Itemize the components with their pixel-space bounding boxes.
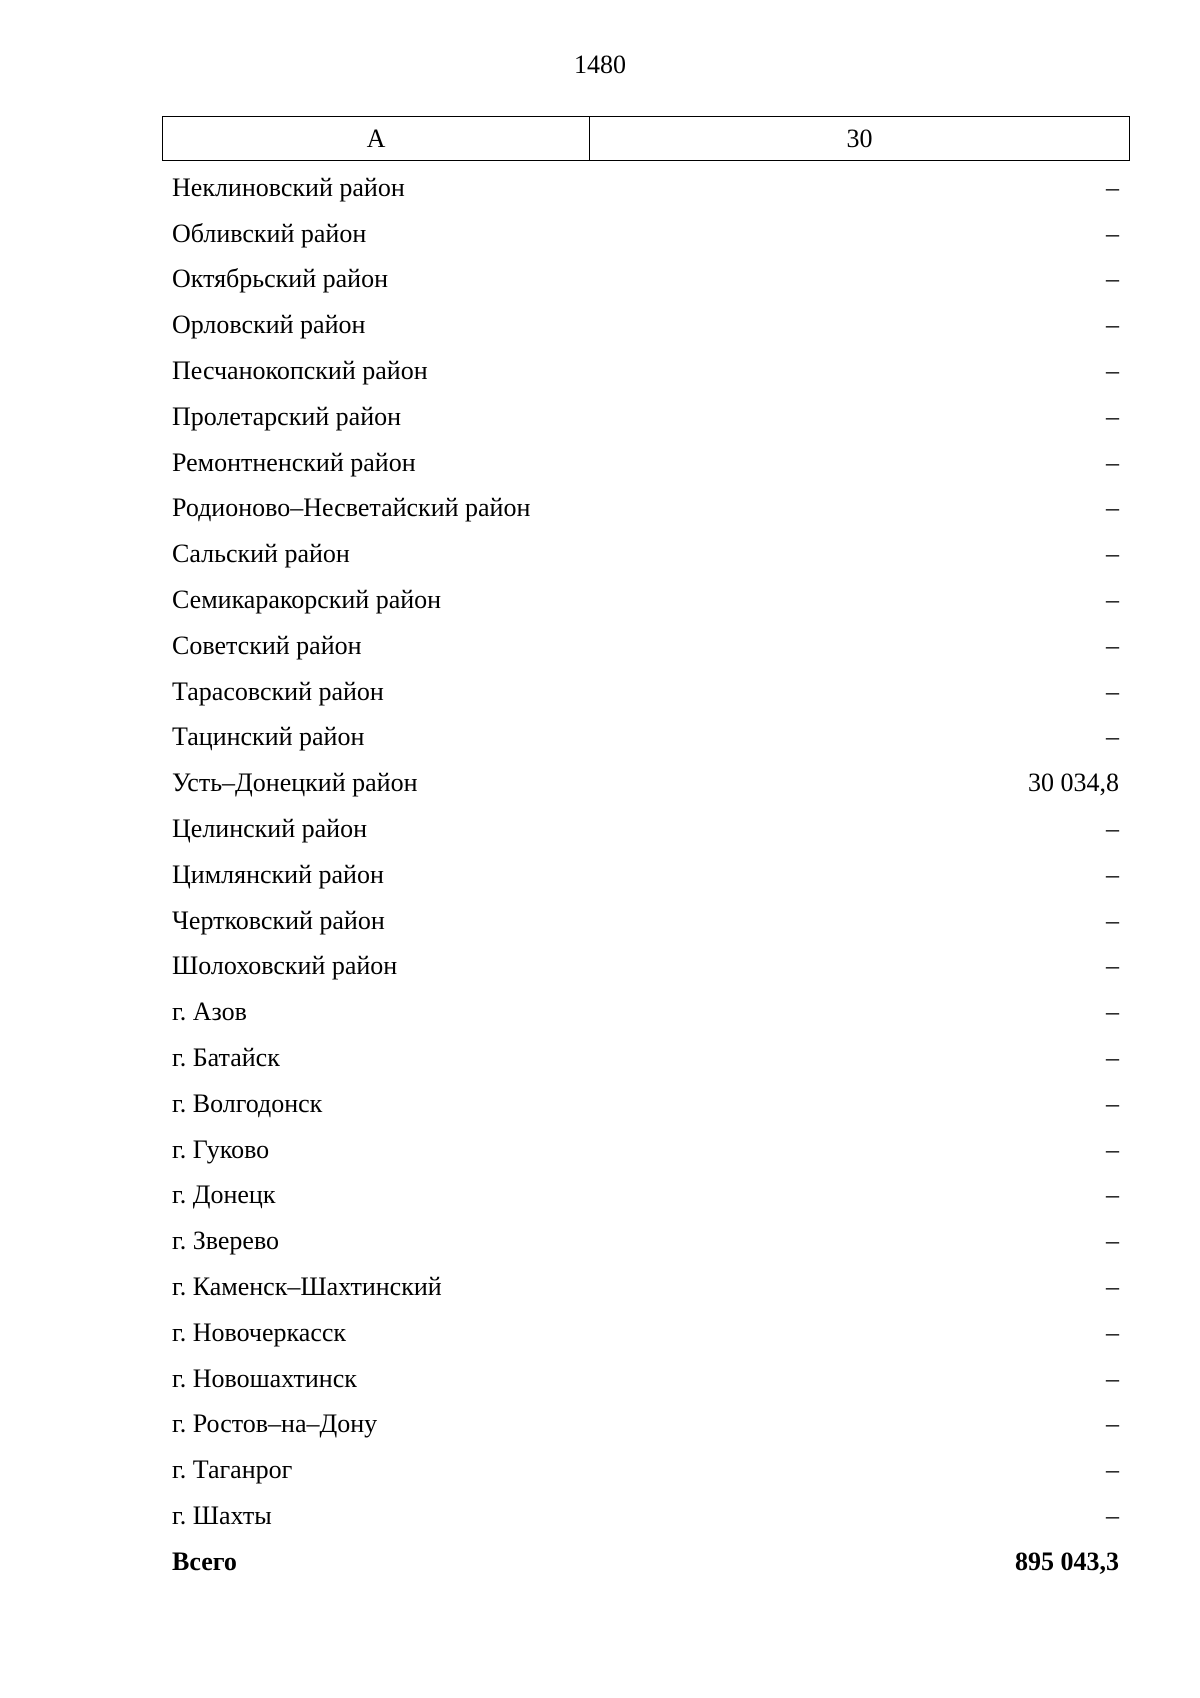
row-value: – (1106, 997, 1119, 1027)
row-label: Обливский район (172, 218, 367, 248)
row-label: Тацинский район (172, 722, 365, 752)
row-value: – (1106, 447, 1119, 477)
table-row (172, 1035, 1119, 1081)
row-label: Советский район (172, 630, 362, 660)
row-label: Пролетарский район (172, 401, 402, 431)
table-row (172, 440, 1119, 486)
row-label: г. Зверево (172, 1226, 280, 1256)
row-label: г. Гуково (172, 1134, 270, 1164)
table-row (172, 1493, 1119, 1539)
row-label: Неклиновский район (172, 172, 405, 202)
table-row (172, 944, 1119, 990)
total-value: 895 043,3 (1015, 1546, 1119, 1576)
table-row (172, 211, 1119, 257)
row-value: – (1106, 1317, 1119, 1347)
table-header (162, 116, 1130, 161)
row-value: – (1106, 722, 1119, 752)
row-label: Тарасовский район (172, 676, 384, 706)
row-label: Целинский район (172, 814, 367, 844)
row-label: г. Таганрог (172, 1455, 293, 1485)
row-value: – (1106, 1043, 1119, 1073)
row-value: – (1106, 539, 1119, 569)
row-value: – (1106, 1455, 1119, 1485)
row-label: г. Новочеркасск (172, 1317, 347, 1347)
table-row (172, 989, 1119, 1035)
row-label: Песчанокопский район (172, 356, 428, 386)
table-row (172, 577, 1119, 623)
total-row (172, 1539, 1119, 1585)
table-row (172, 257, 1119, 303)
row-label: Сальский район (172, 539, 350, 569)
row-label: г. Каменск–Шахтинский (172, 1272, 442, 1302)
table-row (172, 1218, 1119, 1264)
row-value: – (1106, 814, 1119, 844)
row-value: – (1106, 951, 1119, 981)
row-value: – (1106, 859, 1119, 889)
table-row (172, 898, 1119, 944)
page-number: 1480 (574, 50, 626, 79)
table-row (172, 1173, 1119, 1219)
row-label: Усть–Донецкий район (172, 768, 418, 798)
header-col-a: А (163, 117, 590, 160)
row-label: г. Азов (172, 997, 247, 1027)
table-row (172, 1310, 1119, 1356)
row-label: Чертковский район (172, 905, 385, 935)
row-value: – (1106, 356, 1119, 386)
table-row (172, 531, 1119, 577)
row-label: г. Шахты (172, 1501, 272, 1530)
table-row (172, 302, 1119, 348)
row-value: – (1106, 1501, 1119, 1530)
table-row (172, 1447, 1119, 1493)
row-label: Орловский район (172, 310, 366, 340)
row-value: – (1106, 630, 1119, 660)
table-row (172, 669, 1119, 715)
row-value: 30 034,8 (1028, 768, 1119, 798)
table-row (172, 1264, 1119, 1310)
row-value: – (1106, 1134, 1119, 1164)
row-value: – (1106, 172, 1119, 202)
table-row (172, 806, 1119, 852)
header-col-b: 30 (846, 123, 873, 153)
table-row (172, 348, 1119, 394)
row-label: г. Донецк (172, 1180, 276, 1210)
row-value: – (1106, 1363, 1119, 1393)
row-label: г. Ростов–на–Дону (172, 1409, 378, 1439)
table-row (172, 486, 1119, 532)
row-value: – (1106, 585, 1119, 615)
row-value: – (1106, 676, 1119, 706)
row-value: – (1106, 493, 1119, 523)
row-value: – (1106, 1088, 1119, 1118)
table-body (172, 165, 1119, 1585)
table-row (172, 1081, 1119, 1127)
table-row (172, 852, 1119, 898)
row-value: – (1106, 1409, 1119, 1439)
row-label: Родионово–Несветайский район (172, 493, 531, 523)
table-row (172, 1127, 1119, 1173)
row-label: Семикаракорский район (172, 585, 442, 615)
row-value: – (1106, 1180, 1119, 1210)
row-label: Цимлянский район (172, 859, 384, 889)
row-label: Октябрьский район (172, 264, 388, 294)
total-label: Всего (172, 1546, 237, 1576)
table-row (172, 715, 1119, 761)
row-value: – (1106, 310, 1119, 340)
row-label: Ремонтненский район (172, 447, 416, 477)
row-value: – (1106, 905, 1119, 935)
table-row (172, 1402, 1119, 1448)
row-label: Шолоховский район (172, 951, 398, 981)
row-value: – (1106, 1226, 1119, 1256)
row-label: г. Волгодонск (172, 1088, 323, 1118)
row-value: – (1106, 1272, 1119, 1302)
table-row (172, 1356, 1119, 1402)
row-value: – (1106, 264, 1119, 294)
table-row (172, 623, 1119, 669)
row-value: – (1106, 401, 1119, 431)
row-label: г. Новошахтинск (172, 1363, 357, 1393)
row-value: – (1106, 218, 1119, 248)
table-row (172, 760, 1119, 806)
table-row (172, 165, 1119, 211)
row-label: г. Батайск (172, 1043, 280, 1073)
table-row (172, 394, 1119, 440)
